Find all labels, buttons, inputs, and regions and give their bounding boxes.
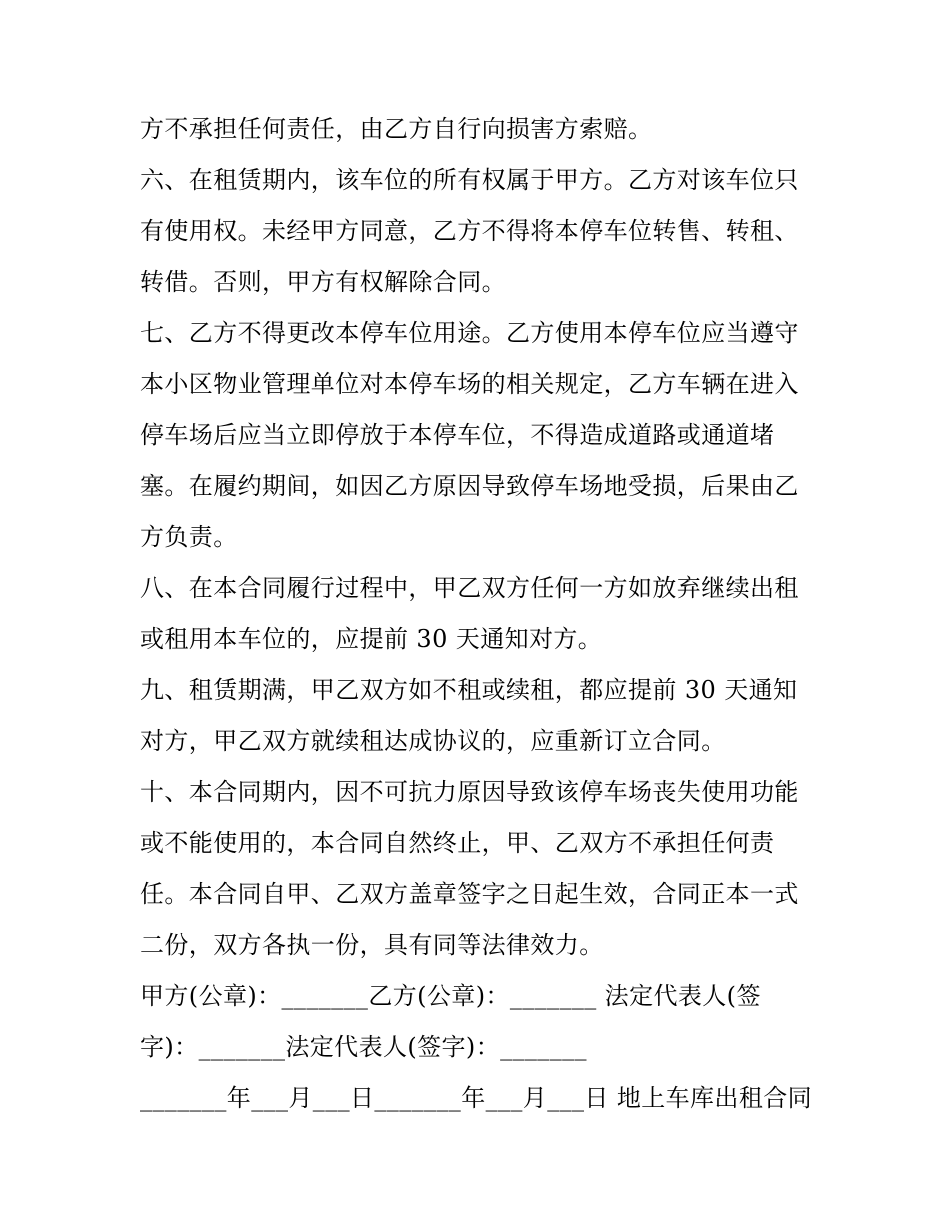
clause-6-line-2: 有使用权。未经甲方同意，乙方不得将本停车位转售、转租、 bbox=[140, 217, 799, 245]
clause-10-line-4: 二份，双方各执一份，具有同等法律效力。 bbox=[140, 931, 604, 959]
clause-8-line-2: 或租用本车位的，应提前 30 天通知对方。 bbox=[140, 625, 603, 653]
clause-7-line-3: 停车场后应当立即停放于本停车位，不得造成道路或通道堵 bbox=[140, 421, 775, 449]
clause-9-line-1: 九、租赁期满，甲乙双方如不租或续租，都应提前 30 天通知 bbox=[140, 676, 798, 704]
contract-body bbox=[140, 104, 820, 1124]
text-line-1: 方不承担任何责任，由乙方自行向损害方索赔。 bbox=[140, 115, 653, 143]
clause-9-line-2: 对方，甲乙双方就续租达成协议的，应重新订立合同。 bbox=[140, 727, 726, 755]
clause-7-line-1: 七、乙方不得更改本停车位用途。乙方使用本停车位应当遵守 bbox=[140, 319, 799, 347]
clause-10-line-3: 任。本合同自甲、乙双方盖章签字之日起生效，合同正本一式 bbox=[140, 880, 799, 908]
clause-8-line-1: 八、在本合同履行过程中，甲乙双方任何一方如放弃继续出租 bbox=[140, 574, 799, 602]
signature-line-2: 字)：_______法定代表人(签字)：_______ bbox=[140, 1033, 587, 1061]
date-and-title-line: _______年___月___日_______年___月___日 地上车库出租合同 bbox=[140, 1084, 813, 1112]
signature-line-1: 甲方(公章)：_______乙方(公章)：_______ 法定代表人(签 bbox=[140, 982, 761, 1010]
clause-10-line-2: 或不能使用的，本合同自然终止，甲、乙双方不承担任何责 bbox=[140, 829, 775, 857]
clause-7-line-2: 本小区物业管理单位对本停车场的相关规定，乙方车辆在进入 bbox=[140, 370, 799, 398]
clause-6-line-1: 六、在租赁期内，该车位的所有权属于甲方。乙方对该车位只 bbox=[140, 166, 799, 194]
clause-7-line-4: 塞。在履约期间，如因乙方原因导致停车场地受损，后果由乙 bbox=[140, 472, 799, 500]
clause-10-line-1: 十、本合同期内，因不可抗力原因导致该停车场丧失使用功能 bbox=[140, 778, 799, 806]
clause-7-line-5: 方负责。 bbox=[140, 523, 238, 551]
clause-6-line-3: 转借。否则，甲方有权解除合同。 bbox=[140, 268, 506, 296]
